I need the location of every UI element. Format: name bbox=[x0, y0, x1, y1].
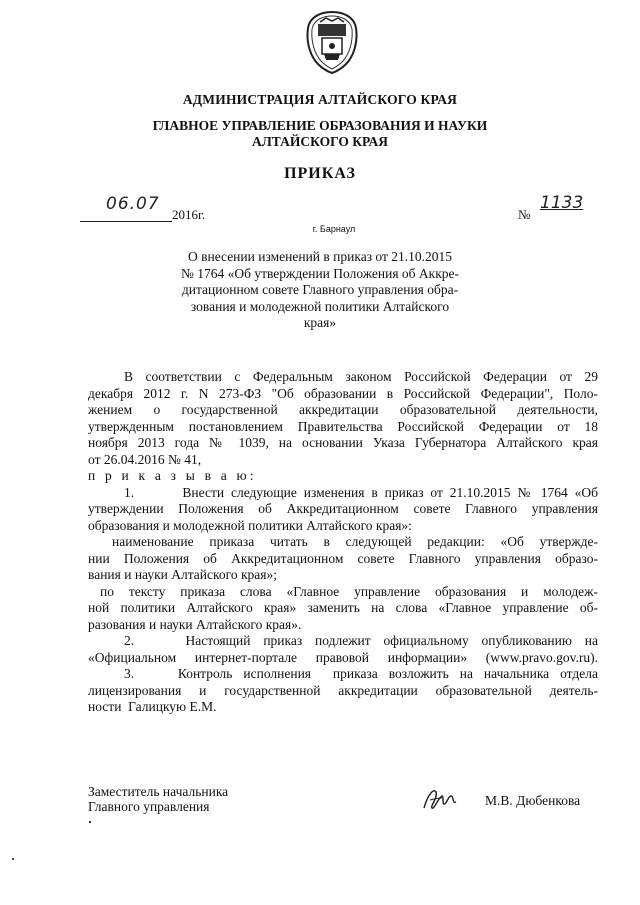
order-subject bbox=[160, 249, 480, 332]
number-label: № bbox=[518, 207, 531, 222]
body-line: ноября 2013 года № 1039, на основании Указа Губернатора Алтайского края bbox=[88, 435, 598, 450]
handwritten-signature-icon bbox=[420, 784, 460, 814]
body-line: декабря 2012 г. N 273-ФЗ "Об образовании в Российской Федерации", Поло- bbox=[88, 385, 598, 401]
subject-line: О внесении изменений в приказ от 21.10.2015 bbox=[187, 249, 452, 264]
document-type: ПРИКАЗ bbox=[284, 165, 356, 182]
coat-of-arms-icon bbox=[302, 10, 362, 74]
body-line: наименование приказа читать в следующей редакции: «Об утвержде- bbox=[112, 534, 598, 549]
body-line: лицензирования и государственной аккредитации образовательной деятель- bbox=[88, 682, 598, 698]
clause-1: 1. Внести следующие изменения в приказ от 21.10.2015 № 1764 «Об bbox=[124, 484, 598, 500]
body-line: ной политики Алтайского края» заменить на слова «Главное управление об- bbox=[88, 600, 598, 615]
body-line: по тексту приказа слова «Главное управление образования и молодеж- bbox=[100, 583, 598, 599]
body-line: от 26.04.2016 № 41, bbox=[88, 451, 202, 467]
handwritten-number: 1133 bbox=[540, 193, 584, 213]
subject-line: края» bbox=[303, 315, 337, 330]
body-line: образования и молодежной политики Алтайского края»: bbox=[88, 517, 412, 533]
department-title: ГЛАВНОЕ УПРАВЛЕНИЕ ОБРАЗОВАНИЯ И НАУКИ АЛТАЙСКОГО КРАЯ bbox=[152, 118, 488, 149]
body-line: разования и науки Алтайского края». bbox=[88, 616, 302, 632]
administration-title: АДМИНИСТРАЦИЯ АЛТАЙСКОГО КРАЯ bbox=[182, 92, 458, 107]
subject-line: зования и молодежной политики Алтайского bbox=[190, 298, 450, 314]
clause-2: 2. Настоящий приказ подлежит официальному опубликованию на bbox=[124, 633, 598, 648]
body-line: жением о государственной аккредитации образовательной деятельности, bbox=[88, 402, 598, 417]
body-line: ности Галицкую Е.М. bbox=[88, 699, 217, 714]
body-line: В соответствии с Федеральным законом Российской Федерации от 29 bbox=[124, 369, 598, 384]
body-line: вания и науки Алтайского края»; bbox=[88, 567, 277, 582]
scan-speck bbox=[12, 858, 14, 860]
body-line: «Официальном интернет-портале правовой информации» (www.pravo.gov.ru). bbox=[88, 649, 598, 665]
subject-line: дитационном совете Главного управления обра- bbox=[181, 282, 459, 297]
scan-speck bbox=[89, 821, 91, 823]
clause-3: 3. Контроль исполнения приказа возложить на начальника отдела bbox=[124, 666, 598, 681]
order-body bbox=[88, 369, 598, 716]
signatory-position: Заместитель начальника Главного управления bbox=[88, 784, 229, 814]
year-label: 2016г. bbox=[172, 207, 206, 222]
handwritten-date: 06.07 bbox=[106, 194, 160, 214]
signatory-name: М.В. Дюбенкова bbox=[485, 793, 581, 808]
body-line: нии Положения об Аккредитационном совете Главного управления образо- bbox=[88, 550, 598, 566]
city-label: г. Барнаул bbox=[312, 224, 356, 234]
body-line: утверждении Положения об Аккредитационном совете Главного управления bbox=[88, 501, 598, 516]
order-directive: п р и к а з ы в а ю: bbox=[88, 468, 257, 483]
subject-line: № 1764 «Об утверждении Положения об Аккре- bbox=[180, 265, 460, 281]
body-line: утвержденным постановлением Правительства Российской Федерации от 18 bbox=[88, 418, 598, 434]
